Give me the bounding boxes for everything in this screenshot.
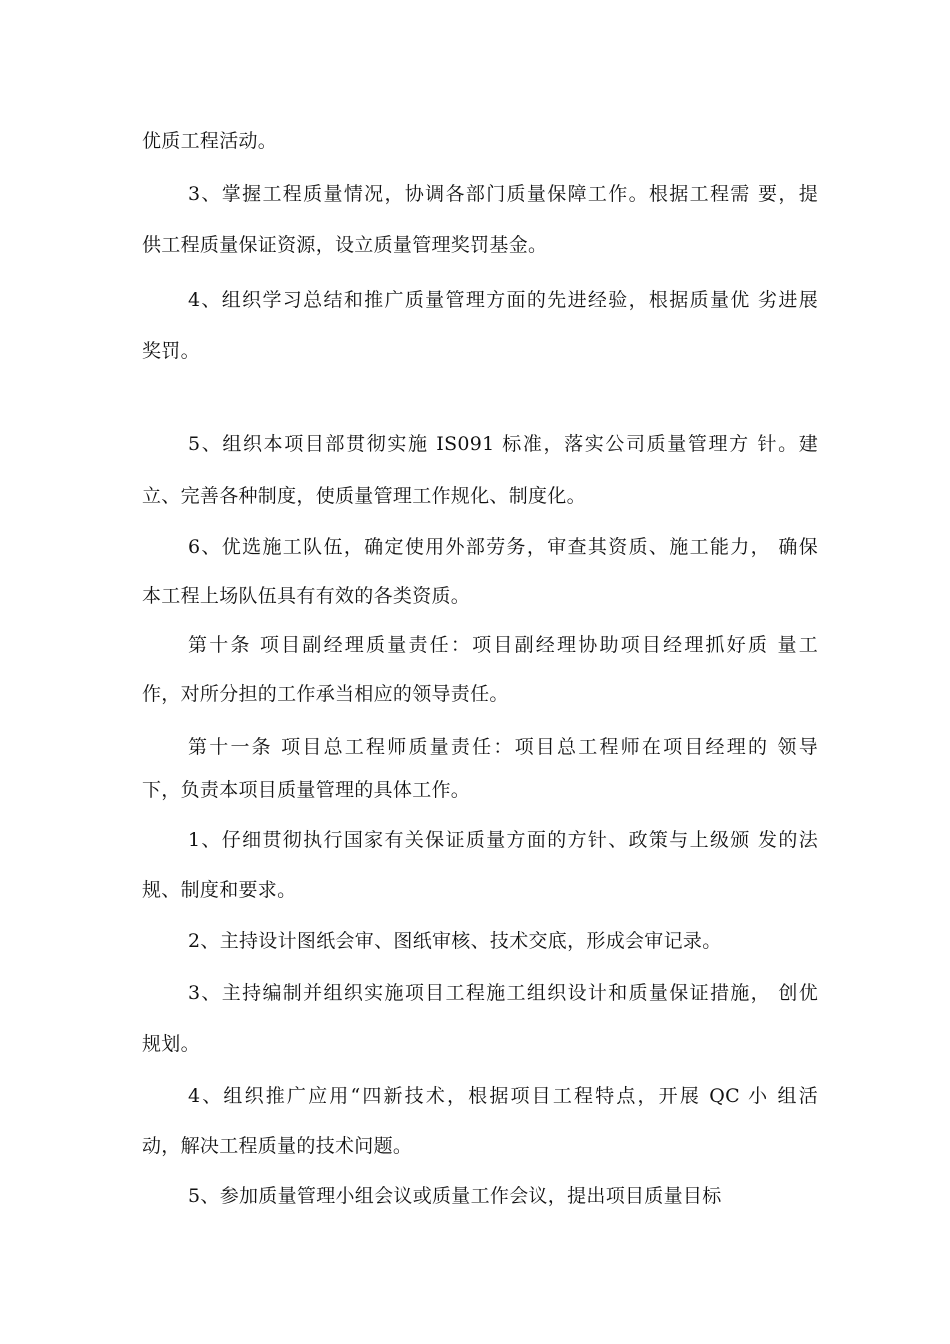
text-line-7: 立、完善各种制度，使质量管理工作规化、制度化。 — [142, 485, 586, 507]
text-line-16: 2、主持设计图纸会审、图纸审核、技术交底，形成会审记录。 — [188, 930, 722, 952]
text-line-21: 5、参加质量管理小组会议或质量工作会议，提出项目质量目标 — [188, 1185, 722, 1207]
text-line-17: 3、主持编制并组织实施项目工程施工组织设计和质量保证措施， 创优 — [188, 982, 818, 1004]
text-line-2: 3、掌握工程质量情况，协调各部门质量保障工作。根据工程需 要，提 — [188, 183, 818, 205]
text-line-3: 供工程质量保证资源，设立质量管理奖罚基金。 — [142, 234, 548, 256]
text-line-4: 4、组织学习总结和推广质量管理方面的先进经验，根据质量优 劣进展 — [188, 289, 818, 311]
text-line-15: 规、制度和要求。 — [142, 879, 297, 901]
text-line-19: 4、组织推广应用“四新技术，根据项目工程特点，开展 QC 小 组活 — [188, 1085, 818, 1107]
text-line-11: 作，对所分担的工作承当相应的领导责任。 — [142, 683, 509, 705]
text-line-8: 6、优选施工队伍，确定使用外部劳务，审查其资质、施工能力， 确保 — [188, 536, 818, 558]
text-line-13: 下，负责本项目质量管理的具体工作。 — [142, 779, 471, 801]
text-line-5: 奖罚。 — [142, 340, 200, 362]
text-line-6: 5、组织本项目部贯彻实施 IS091 标准，落实公司质量管理方 针。建 — [188, 433, 818, 455]
text-line-10: 第十条 项目副经理质量责任：项目副经理协助项目经理抓好质 量工 — [188, 634, 818, 656]
text-line-12: 第十一条 项目总工程师质量责任：项目总工程师在项目经理的 领导 — [188, 736, 818, 758]
text-line-18: 规划。 — [142, 1033, 200, 1055]
text-line-20: 动，解决工程质量的技术问题。 — [142, 1135, 413, 1157]
text-line-1: 优质工程活动。 — [142, 130, 278, 152]
text-line-14: 1、仔细贯彻执行国家有关保证质量方面的方针、政策与上级颁 发的法 — [188, 829, 818, 851]
text-line-9: 本工程上场队伍具有有效的各类资质。 — [142, 585, 471, 607]
